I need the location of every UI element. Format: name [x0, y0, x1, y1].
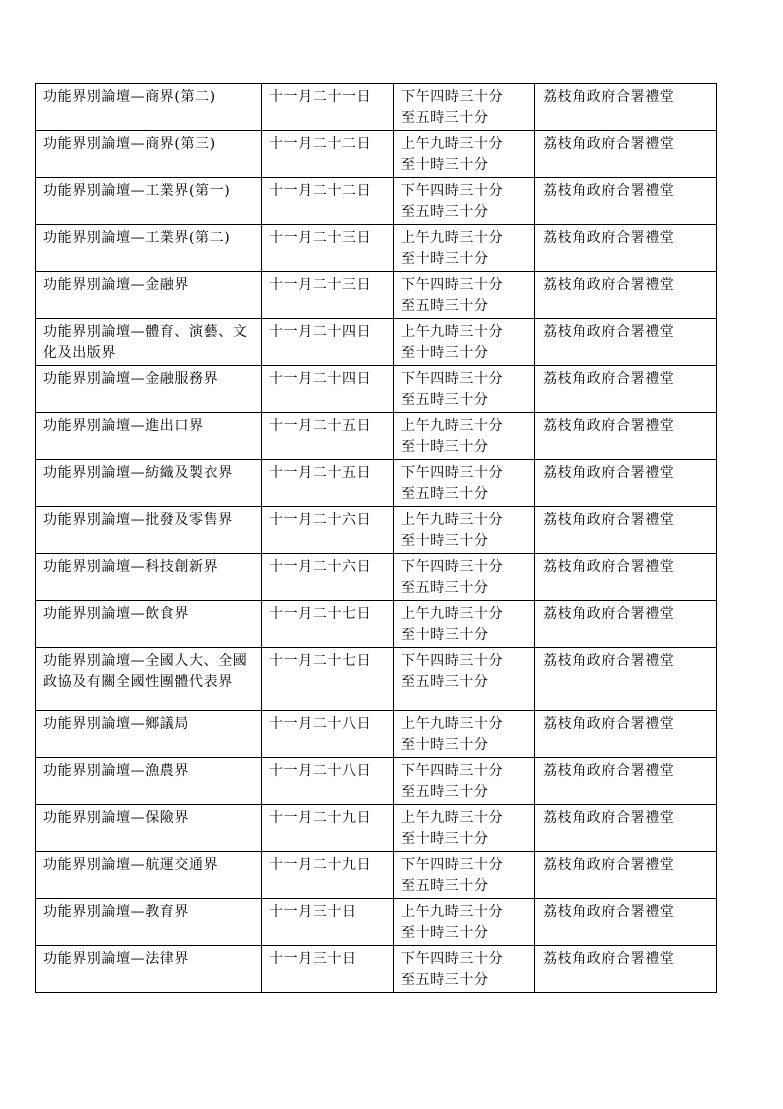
table-row: [36, 899, 717, 946]
table-row: [36, 648, 717, 711]
venue-cell: 荔枝角政府合署禮堂: [535, 805, 717, 852]
event-cell: 功能界別論壇—漁農界: [36, 758, 262, 805]
table-row: [36, 758, 717, 805]
venue-cell: 荔枝角政府合署禮堂: [535, 601, 717, 648]
date-cell: 十一月二十七日: [262, 648, 394, 711]
event-cell: 功能界別論壇—紡織及製衣界: [36, 460, 262, 507]
venue-cell: 荔枝角政府合署禮堂: [535, 648, 717, 711]
time-cell: [394, 805, 535, 852]
event-cell: 功能界別論壇—法律界: [36, 946, 262, 993]
date-cell: 十一月二十六日: [262, 507, 394, 554]
time-start: 上午九時三十分: [401, 810, 504, 826]
venue-cell: 荔枝角政府合署禮堂: [535, 507, 717, 554]
date-cell: 十一月二十四日: [262, 366, 394, 413]
time-end: 至五時三十分: [401, 673, 489, 690]
table-row: [36, 319, 717, 366]
time-end: 至五時三十分: [401, 485, 489, 502]
date-cell: 十一月二十一日: [262, 84, 394, 131]
time-end: 至五時三十分: [401, 109, 489, 126]
time-cell: [394, 758, 535, 805]
venue-cell: 荔枝角政府合署禮堂: [535, 460, 717, 507]
event-cell: 功能界別論壇—教育界: [36, 899, 262, 946]
event-cell: 功能界別論壇—航運交通界: [36, 852, 262, 899]
time-start: 下午四時三十分: [401, 465, 504, 481]
time-end: 至五時三十分: [401, 971, 489, 988]
time-end: 至十時三十分: [401, 924, 489, 941]
time-cell: [394, 554, 535, 601]
time-start: 上午九時三十分: [401, 324, 504, 340]
table-row: [36, 946, 717, 993]
date-cell: 十一月二十八日: [262, 711, 394, 758]
schedule-table: [35, 83, 717, 993]
time-start: 下午四時三十分: [401, 559, 504, 575]
date-cell: 十一月二十二日: [262, 178, 394, 225]
date-cell: 十一月二十九日: [262, 852, 394, 899]
time-cell: [394, 225, 535, 272]
time-start: 上午九時三十分: [401, 716, 504, 732]
table-row: [36, 84, 717, 131]
time-end: 至十時三十分: [401, 438, 489, 455]
time-start: 上午九時三十分: [401, 512, 504, 528]
date-cell: 十一月二十八日: [262, 758, 394, 805]
date-cell: 十一月二十四日: [262, 319, 394, 366]
time-cell: [394, 178, 535, 225]
time-end: 至十時三十分: [401, 156, 489, 173]
time-end: 至五時三十分: [401, 877, 489, 894]
table-row: [36, 272, 717, 319]
table-row: [36, 507, 717, 554]
event-cell: 功能界別論壇—全國人大、全國政協及有關全國性團體代表界: [36, 648, 262, 711]
time-end: 至五時三十分: [401, 297, 489, 314]
date-cell: 十一月二十五日: [262, 413, 394, 460]
event-cell: 功能界別論壇—保險界: [36, 805, 262, 852]
time-start: 下午四時三十分: [401, 371, 504, 387]
time-cell: [394, 601, 535, 648]
event-cell: 功能界別論壇—商界(第二): [36, 84, 262, 131]
date-cell: 十一月三十日: [262, 946, 394, 993]
venue-cell: 荔枝角政府合署禮堂: [535, 272, 717, 319]
event-cell: 功能界別論壇—工業界(第一): [36, 178, 262, 225]
venue-cell: 荔枝角政府合署禮堂: [535, 84, 717, 131]
table-row: [36, 131, 717, 178]
date-cell: 十一月二十二日: [262, 131, 394, 178]
time-cell: [394, 852, 535, 899]
venue-cell: 荔枝角政府合署禮堂: [535, 899, 717, 946]
time-cell: [394, 366, 535, 413]
date-cell: 十一月二十九日: [262, 805, 394, 852]
time-start: 上午九時三十分: [401, 606, 504, 622]
venue-cell: 荔枝角政府合署禮堂: [535, 852, 717, 899]
table-row: [36, 366, 717, 413]
event-cell: 功能界別論壇—金融服務界: [36, 366, 262, 413]
event-cell: 功能界別論壇—批發及零售界: [36, 507, 262, 554]
event-cell: 功能界別論壇—金融界: [36, 272, 262, 319]
venue-cell: 荔枝角政府合署禮堂: [535, 711, 717, 758]
time-cell: [394, 648, 535, 711]
table-row: [36, 460, 717, 507]
time-start: 下午四時三十分: [401, 857, 504, 873]
time-start: 下午四時三十分: [401, 653, 504, 669]
time-cell: [394, 413, 535, 460]
venue-cell: 荔枝角政府合署禮堂: [535, 413, 717, 460]
time-start: 上午九時三十分: [401, 136, 504, 152]
venue-cell: 荔枝角政府合署禮堂: [535, 554, 717, 601]
venue-cell: 荔枝角政府合署禮堂: [535, 225, 717, 272]
date-cell: 十一月二十三日: [262, 225, 394, 272]
time-end: 至五時三十分: [401, 783, 489, 800]
time-end: 至十時三十分: [401, 344, 489, 361]
time-start: 上午九時三十分: [401, 230, 504, 246]
time-end: 至十時三十分: [401, 626, 489, 643]
time-start: 上午九時三十分: [401, 904, 504, 920]
time-end: 至五時三十分: [401, 203, 489, 220]
time-cell: [394, 84, 535, 131]
schedule-table-body: [36, 84, 717, 993]
date-cell: 十一月三十日: [262, 899, 394, 946]
table-row: [36, 711, 717, 758]
time-end: 至十時三十分: [401, 532, 489, 549]
table-row: [36, 413, 717, 460]
date-cell: 十一月二十六日: [262, 554, 394, 601]
venue-cell: 荔枝角政府合署禮堂: [535, 758, 717, 805]
event-cell: 功能界別論壇—工業界(第二): [36, 225, 262, 272]
time-cell: [394, 946, 535, 993]
event-cell: 功能界別論壇—飲食界: [36, 601, 262, 648]
time-start: 下午四時三十分: [401, 183, 504, 199]
venue-cell: 荔枝角政府合署禮堂: [535, 131, 717, 178]
time-end: 至十時三十分: [401, 250, 489, 267]
time-end: 至十時三十分: [401, 736, 489, 753]
time-end: 至五時三十分: [401, 579, 489, 596]
table-row: [36, 178, 717, 225]
date-cell: 十一月二十三日: [262, 272, 394, 319]
time-cell: [394, 899, 535, 946]
table-row: [36, 554, 717, 601]
event-cell: 功能界別論壇—進出口界: [36, 413, 262, 460]
time-start: 下午四時三十分: [401, 89, 504, 105]
table-row: [36, 601, 717, 648]
time-end: 至十時三十分: [401, 830, 489, 847]
time-cell: [394, 507, 535, 554]
event-cell: 功能界別論壇—商界(第三): [36, 131, 262, 178]
time-start: 上午九時三十分: [401, 418, 504, 434]
venue-cell: 荔枝角政府合署禮堂: [535, 366, 717, 413]
table-row: [36, 852, 717, 899]
table-row: [36, 225, 717, 272]
date-cell: 十一月二十七日: [262, 601, 394, 648]
time-cell: [394, 131, 535, 178]
venue-cell: 荔枝角政府合署禮堂: [535, 319, 717, 366]
time-start: 下午四時三十分: [401, 763, 504, 779]
event-cell: 功能界別論壇—科技創新界: [36, 554, 262, 601]
time-cell: [394, 272, 535, 319]
event-cell: 功能界別論壇—鄉議局: [36, 711, 262, 758]
venue-cell: 荔枝角政府合署禮堂: [535, 178, 717, 225]
time-cell: [394, 460, 535, 507]
time-cell: [394, 319, 535, 366]
event-cell: 功能界別論壇—體育、演藝、文化及出版界: [36, 319, 262, 366]
date-cell: 十一月二十五日: [262, 460, 394, 507]
venue-cell: 荔枝角政府合署禮堂: [535, 946, 717, 993]
time-cell: [394, 711, 535, 758]
time-end: 至五時三十分: [401, 391, 489, 408]
table-row: [36, 805, 717, 852]
time-start: 下午四時三十分: [401, 951, 504, 967]
time-start: 下午四時三十分: [401, 277, 504, 293]
